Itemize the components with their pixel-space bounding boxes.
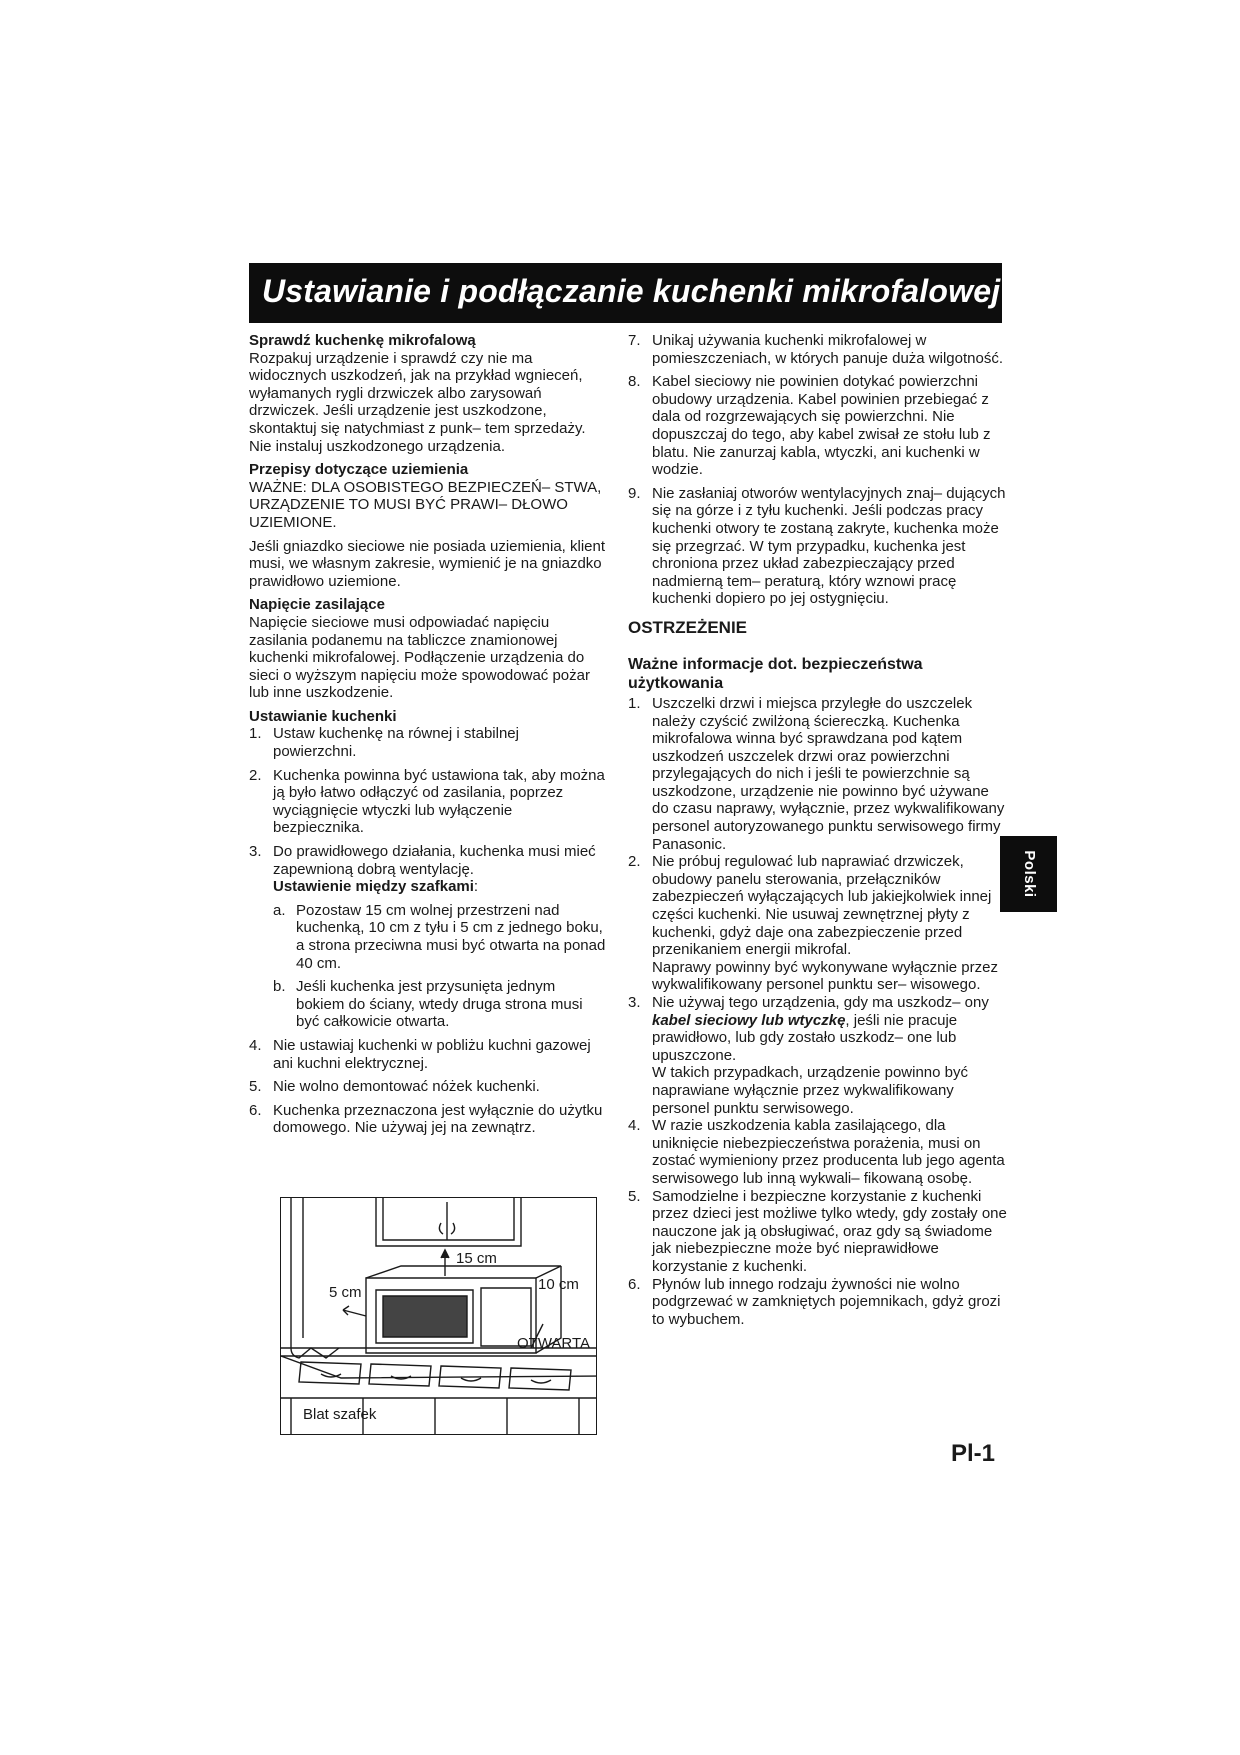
- between-cabinets-label: Ustawienie między szafkami: [273, 878, 474, 896]
- list-item: 6. Płynów lub innego rodzaju żywności nie wolno podgrzewać w zamkniętych pojemnikach, gdyż grozi to wybuchem.: [628, 1275, 1001, 1328]
- counter-label: Blat szafek: [303, 1406, 377, 1423]
- warning-heading: OSTRZEŻENIE: [628, 617, 748, 637]
- list-item: 8. Kabel sieciowy nie powinien dotykać powierzchni obudowy urządzenia. Kabel powinien przebiegać z dala od rozgrzewających się powierzchni. Nie dopuszczaj do tego, aby kabel zwisał ze stołu lub z blatu. Nie zanurzaj kabla, wtyczki, ani kuchenki w wodzie.: [628, 373, 991, 479]
- list-item: 6. Kuchenka przeznaczona jest wyłącznie do użytku domowego. Nie używaj jej na zewnątrz.: [249, 1101, 603, 1137]
- placement-list-continued: [628, 332, 1008, 608]
- list-item: 5. Samodzielne i bezpieczne korzystanie z kuchenki przez dzieci jest możliwe tylko wtedy, gdy zostały one nauczone jak ją obsługiwać, oraz gdy są świadome jak niebezpieczne może być nieprawidłowe korzystanie z kuchenki.: [628, 1187, 1007, 1275]
- open-side-label: OTWARTA: [517, 1335, 591, 1352]
- list-item: b. Jeśli kuchenka jest przysunięta jednym bokiem do ściany, wtedy druga strona musi być całkowicie otwarta.: [273, 978, 583, 1031]
- section-text-check: Rozpakuj urządzenie i sprawdź czy nie ma widocznych uszkodzeń, jak na przykład wgnieceń, wyłamanych rygli drzwiczek albo zarysowań drzwiczek. Jeśli urządzenie jest uszkodzone, skontaktuj się natychmiast z punk– tem sprzedaży. Nie instaluj uszkodzonego urządzenia.: [249, 349, 586, 455]
- list-item: 3. Nie używaj tego urządzenia, gdy ma uszkodz– ony kabel sieciowy lub wtyczkę, jeśli nie pracuje prawidłowo, lub gdy zostało uszkodz– one lub upuszczone. W takich przypadkach, urządzenie powinno być naprawiane wyłącznie przez wykwalifikowany personel punktu serwisowego.: [628, 994, 989, 1117]
- placement-sublist: [273, 902, 606, 1031]
- page-number: Pl-1: [951, 1440, 996, 1467]
- microwave-clearance-drawing: [281, 1198, 597, 1435]
- list-item: 4. W razie uszkodzenia kabla zasilającego, dla uniknięcie niebezpieczeństwa porażenia, musi on zostać wymieniony przez producenta lub jego agenta serwisowego lub inną wykwali– fikowaną osobę.: [628, 1117, 1005, 1187]
- section-heading-voltage: Napięcie zasilające: [249, 596, 385, 614]
- list-item: 1. Ustaw kuchenkę na równej i stabilnej powierzchni.: [249, 725, 519, 761]
- installation-illustration: [280, 1197, 597, 1435]
- list-item: 5. Nie wolno demontować nóżek kuchenki.: [249, 1078, 540, 1096]
- placement-list: [249, 725, 606, 1136]
- list-item: 3. Do prawidłowego działania, kuchenka musi mieć zapewnioną dobrą wentylację. Ustawienie między szafkami: a. Pozostaw 15 cm wolnej przestrzeni nad kuchenką, 10 cm z tyłu i 5 cm z jednego boku, a strona przeciwna musi być otwarta na ponad 40 cm. b. Jeśli kuchenka jest przysunięta jednym bokiem do ściany, wtedy druga strona musi być całkowicie otwarta.: [249, 843, 606, 1031]
- right-column: [628, 332, 1008, 1328]
- language-tab: [1000, 836, 1057, 912]
- grounding-text: Jeśli gniazdko sieciowe nie posiada uziemienia, klient musi, we własnym zakresie, wymienić je na gniazdko prawidłowo uziemione.: [249, 537, 606, 590]
- section-heading-grounding: Przepisy dotyczące uziemienia: [249, 461, 469, 479]
- clearance-back-label: 10 cm: [538, 1276, 579, 1293]
- page-title: Ustawianie i podłączanie kuchenki mikrofalowej: [262, 273, 1001, 309]
- clearance-top-label: 15 cm: [456, 1250, 497, 1267]
- voltage-text: Napięcie sieciowe musi odpowiadać napięciu zasilania podanemu na tabliczce znamionowej kuchenki mikrofalowej. Podłączenie urządzenia do sieci o wyższym napięciu może spowodować pożar lub inne uszkodzenie.: [249, 613, 590, 702]
- clearance-side-label: 5 cm: [329, 1284, 362, 1301]
- section-heading-placement: Ustawianie kuchenki: [249, 707, 397, 725]
- section-heading-check: Sprawdź kuchenkę mikrofalową: [249, 332, 476, 349]
- list-item: 2. Nie próbuj regulować lub naprawiać drzwiczek, obudowy panelu sterowania, przełączników zabezpieczeń wyłączających lub jakiejkolwiek innej części kuchenki. Nie usuwaj zewnętrznej płyty z kuchenki, gdyż daje ona zabezpieczenie przed przenikaniem energii mikrofal. Naprawy powinny być wykonywane wyłącznie przez wykwalifikowany personel punktu ser– wisowego.: [628, 853, 998, 994]
- emphasis-cable-plug: kabel sieciowy lub wtyczkę: [652, 1011, 846, 1029]
- list-item: 2. Kuchenka powinna być ustawiona tak, aby można ją było łatwo odłączyć od zasilania, poprzez wyciągnięcie wtyczki lub wyłączenie bezpiecznika.: [249, 766, 605, 837]
- list-item: 4. Nie ustawiaj kuchenki w pobliżu kuchni gazowej ani kuchni elektrycznej.: [249, 1036, 591, 1072]
- language-tab-label: Polski: [1020, 850, 1038, 898]
- list-item: 9. Nie zasłaniaj otworów wentylacyjnych znaj– dujących się na górze i z tyłu kuchenki. Jeśli podczas pracy kuchenki otwory te zostaną zakryte, kuchenka może się przegrzać. W tym przypadku, kuchenka jest chroniona przez układ zabezpieczający przed nadmierną tem– peraturą, który wznowi pracę kuchenki dopiero po jej ostygnięciu.: [628, 484, 1006, 608]
- title-banner: [249, 263, 1002, 323]
- list-item: a. Pozostaw 15 cm wolnej przestrzeni nad kuchenką, 10 cm z tyłu i 5 cm z jednego boku, a strona przeciwna musi być otwarta na ponad 40 cm.: [273, 901, 606, 972]
- list-item: 7. Unikaj używania kuchenki mikrofalowej w pomieszczeniach, w których panuje duża wilgotność.: [628, 332, 1004, 367]
- left-column: [249, 332, 606, 1143]
- safety-list: [628, 695, 1008, 1328]
- warning-subheading: Ważne informacje dot. bezpieczeństwa użytkowania: [628, 655, 923, 692]
- list-item: 1. Uszczelki drzwi i miejsca przyległe do uszczelek należy czyścić zwilżoną ściereczką. Kuchenka mikrofalowa winna być sprawdzana pod kątem uszkodzeń uszczelek drzwi oraz powierzchni przylegających do nich i jeśli te powierzchnie są uszkodzone, urządzenie nie powinno być używane do czasu naprawy, wyłącznie, przez wykwalifikowany personel autoryzowanego punktu serwisowego firmy Panasonic.: [628, 694, 1005, 853]
- grounding-important-text: WAŻNE: DLA OSOBISTEGO BEZPIECZEŃ– STWA, URZĄDZENIE TO MUSI BYĆ PRAWI– DŁOWO UZIEMIONE.: [249, 478, 602, 531]
